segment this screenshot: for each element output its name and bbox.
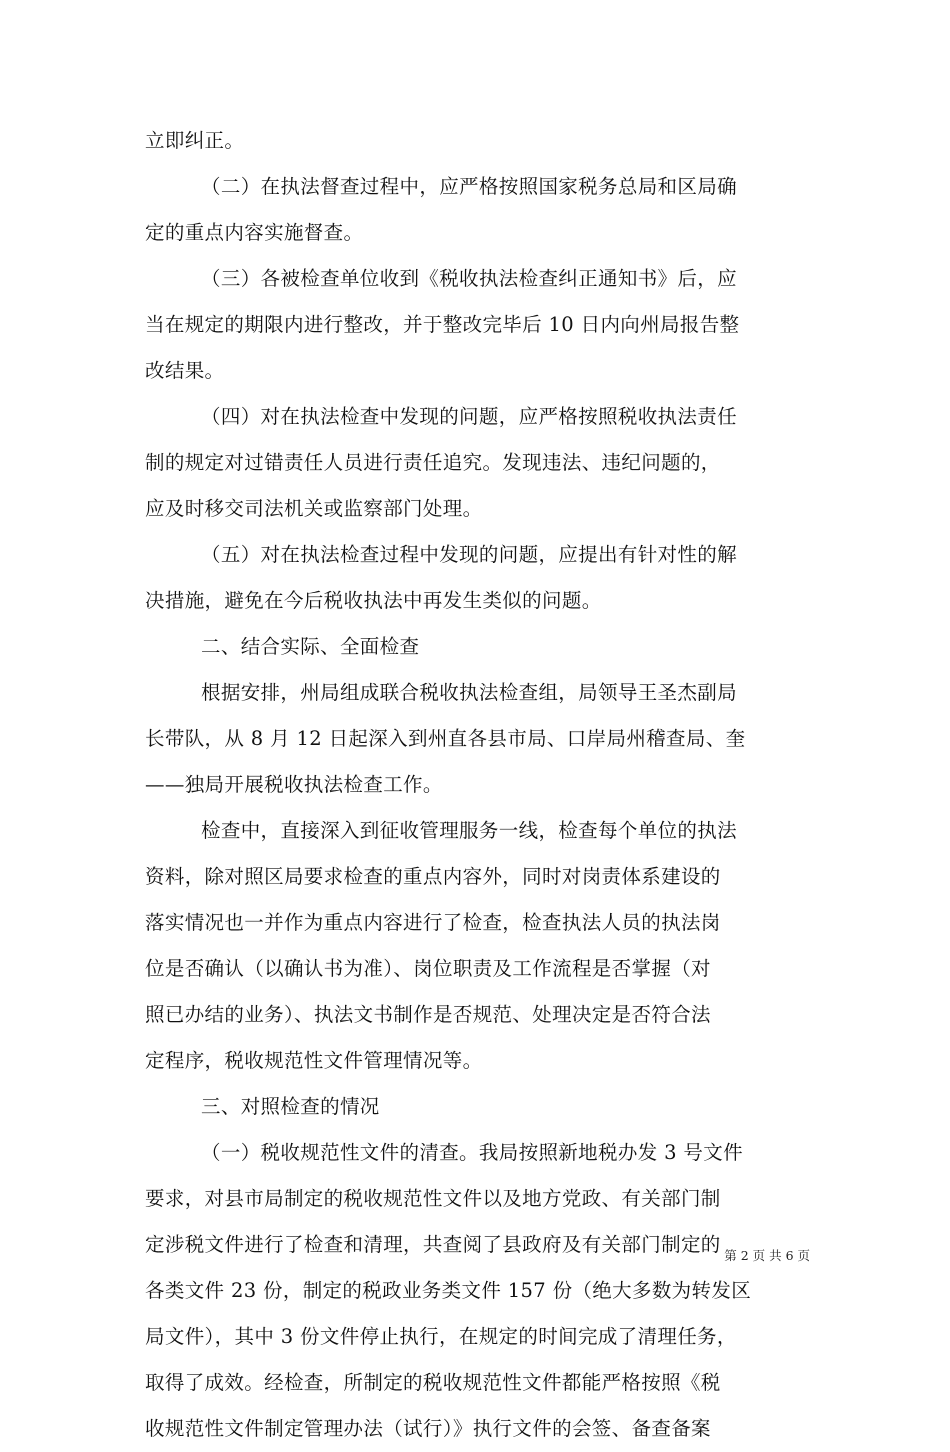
text-line: 定涉税文件进行了检查和清理，共查阅了县政府及有关部门制定的 (145, 1233, 721, 1256)
text-line: 当在规定的期限内进行整改，并于整改完毕后 10 日内向州局报告整 (145, 313, 740, 336)
text-line: 改结果。 (145, 359, 225, 382)
text-line: （二）在执法督查过程中，应严格按照国家税务总局和区局确 (201, 175, 737, 198)
text-line: 各类文件 23 份，制定的税政业务类文件 157 份（绝大多数为转发区 (145, 1279, 752, 1302)
text-line: 长带队，从 8 月 12 日起深入到州直各县市局、口岸局州稽查局、奎 (145, 727, 746, 750)
text-line: 要求，对县市局制定的税收规范性文件以及地方党政、有关部门制 (145, 1187, 721, 1210)
text-line: （三）各被检查单位收到《税收执法检查纠正通知书》后，应 (201, 267, 737, 290)
text-line: 定程序，税收规范性文件管理情况等。 (145, 1049, 483, 1072)
text-line: 决措施，避免在今后税收执法中再发生类似的问题。 (145, 589, 602, 612)
text-line: （一）税收规范性文件的清查。我局按照新地税办发 3 号文件 (201, 1141, 743, 1164)
text-line: （五）对在执法检查过程中发现的问题，应提出有针对性的解 (201, 543, 737, 566)
text-line: 落实情况也一并作为重点内容进行了检查，检查执法人员的执法岗 (145, 911, 721, 934)
text-line: 立即纠正。 (145, 129, 245, 152)
text-line: 取得了成效。经检查，所制定的税收规范性文件都能严格按照《税 (145, 1371, 721, 1394)
text-line: 检查中，直接深入到征收管理服务一线，检查每个单位的执法 (201, 819, 737, 842)
text-line: 收规范性文件制定管理办法（试行）》执行文件的会签、备查备案 (145, 1417, 711, 1440)
text-line: 局文件），其中 3 份文件停止执行，在规定的时间完成了清理任务， (145, 1325, 737, 1348)
text-line: 位是否确认（以确认书为准）、岗位职责及工作流程是否掌握（对 (145, 957, 711, 980)
text-line: 资料，除对照区局要求检查的重点内容外，同时对岗责体系建设的 (145, 865, 721, 888)
text-line: 制的规定对过错责任人员进行责任追究。发现违法、违纪问题的， (145, 451, 721, 474)
text-line: 根据安排，州局组成联合税收执法检查组，局领导王圣杰副局 (201, 681, 737, 704)
page-number-footer: 第 2 页 共 6 页 (724, 1248, 810, 1263)
text-line: ——独局开展税收执法检查工作。 (145, 773, 443, 796)
text-line: 照已办结的业务）、执法文书制作是否规范、处理决定是否符合法 (145, 1003, 711, 1026)
section-heading: 三、对照检查的情况 (201, 1095, 380, 1118)
section-heading: 二、结合实际、全面检查 (201, 635, 420, 658)
text-line: 应及时移交司法机关或监察部门处理。 (145, 497, 483, 520)
text-line: （四）对在执法检查中发现的问题，应严格按照税收执法责任 (201, 405, 737, 428)
text-line: 定的重点内容实施督查。 (145, 221, 364, 244)
